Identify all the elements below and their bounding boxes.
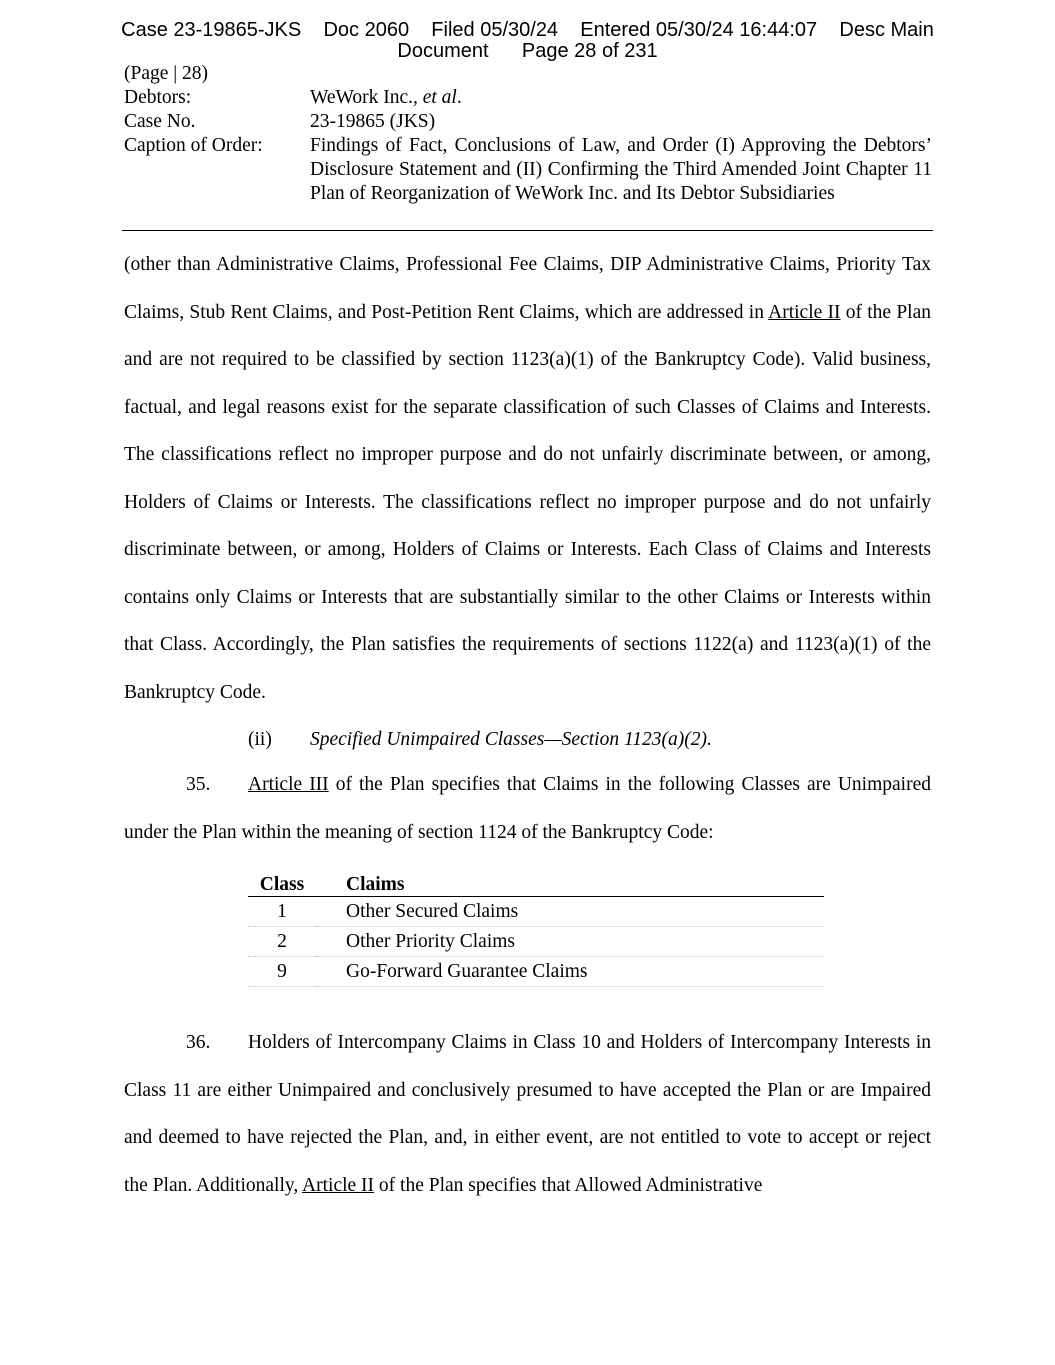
claims-column-header: Claims bbox=[316, 869, 824, 897]
table-row bbox=[248, 957, 824, 987]
debtors-label: Debtors: bbox=[124, 87, 192, 108]
debtors-et-al: et al bbox=[422, 87, 457, 108]
court-filing-stamp-line1: Case 23-19865-JKS Doc 2060 Filed 05/30/24 Entered 05/30/24 16:44:07 Desc Main bbox=[121, 19, 934, 41]
section-title: Specified Unimpaired Classes—Section 1123(a)(2). bbox=[310, 729, 712, 750]
article-ii-link-2[interactable]: Article II bbox=[302, 1174, 375, 1196]
class-cell: 2 bbox=[248, 927, 316, 957]
case-number-row bbox=[124, 110, 932, 134]
table-header-row bbox=[248, 869, 824, 897]
article-ii-link[interactable]: Article II bbox=[768, 301, 841, 323]
case-number-value: 23-19865 (JKS) bbox=[310, 111, 436, 132]
caption-divider bbox=[122, 230, 933, 231]
paragraph-classification bbox=[124, 241, 931, 716]
page-reference-row bbox=[124, 62, 932, 86]
unimpaired-classes-table bbox=[248, 869, 824, 987]
class-column-header: Class bbox=[248, 869, 316, 897]
paragraph-36-number: 36. bbox=[186, 1032, 211, 1053]
caption-of-order-value: Findings of Fact, Conclusions of Law, and Order (I) Approving the Debtors’ Disclosure Statement and (II) Confirming the Third Amended Joint Chapter 11 Plan of Reorganization of WeWork Inc. and Its Debtor Subsidiaries bbox=[310, 135, 932, 204]
debtors-row bbox=[124, 86, 932, 110]
section-heading bbox=[248, 727, 712, 753]
paragraph-35 bbox=[124, 761, 931, 856]
paragraph-classification-text-1: (other than Administrative Claims, Professional Fee Claims, DIP Administrative Claims, Priority Tax Claims, Stub Rent Claims, and Post-Petition Rent Claims, which are addressed in bbox=[124, 254, 931, 323]
order-caption-block bbox=[124, 62, 932, 206]
page-reference: (Page | 28) bbox=[124, 63, 209, 84]
case-number-label: Case No. bbox=[124, 111, 196, 132]
class-cell: 1 bbox=[248, 897, 316, 927]
paragraph-36 bbox=[124, 1019, 931, 1209]
caption-of-order-row bbox=[124, 134, 932, 206]
debtors-period: . bbox=[456, 87, 462, 108]
debtors-name: WeWork Inc., bbox=[310, 87, 423, 108]
article-iii-link[interactable]: Article III bbox=[248, 774, 329, 795]
table-row bbox=[248, 927, 824, 957]
paragraph-36-text-1: Holders of Intercompany Claims in Class 10 and Holders of Intercompany Interests in Class 11 are either Unimpaired and conclusively presumed to have accepted the Plan or are Impaired and deemed to have rejected the Plan, and, in either event, are not entitled to vote to accept or reject the Plan. Additionally, bbox=[124, 1032, 931, 1196]
paragraph-classification-text-2: of the Plan and are not required to be classified by section 1123(a)(1) of the Bankruptcy Code). Valid business, factual, and legal reasons exist for the separate classification of such Classes of Claims and Interests. The classifications reflect no improper purpose and do not unfairly discriminate between, or among, Holders of Claims or Interests. The classifications reflect no improper purpose and do not unfairly discriminate between, or among, Holders of Claims or Interests. Each Class of Claims and Interests contains only Claims or Interests that are substantially similar to the other Claims or Interests within that Class. Accordingly, the Plan satisfies the requirements of sections 1122(a) and 1123(a)(1) of the Bankruptcy Code. bbox=[124, 301, 931, 703]
paragraph-35-number: 35. bbox=[186, 774, 211, 795]
caption-of-order-label: Caption of Order: bbox=[124, 135, 263, 156]
table-row bbox=[248, 897, 824, 927]
section-number: (ii) bbox=[248, 729, 272, 750]
court-filing-stamp-line2: Document Page 28 of 231 bbox=[397, 40, 658, 62]
claims-cell: Go-Forward Guarantee Claims bbox=[316, 957, 824, 987]
claims-cell: Other Priority Claims bbox=[316, 927, 824, 957]
debtors-value bbox=[310, 86, 932, 110]
claims-cell: Other Secured Claims bbox=[316, 897, 824, 927]
class-cell: 9 bbox=[248, 957, 316, 987]
paragraph-36-text-2: of the Plan specifies that Allowed Administrative bbox=[374, 1174, 763, 1196]
paragraph-35-text: of the Plan specifies that Claims in the following Classes are Unimpaired under the Plan within the meaning of section 1124 of the Bankruptcy Code: bbox=[124, 774, 931, 843]
